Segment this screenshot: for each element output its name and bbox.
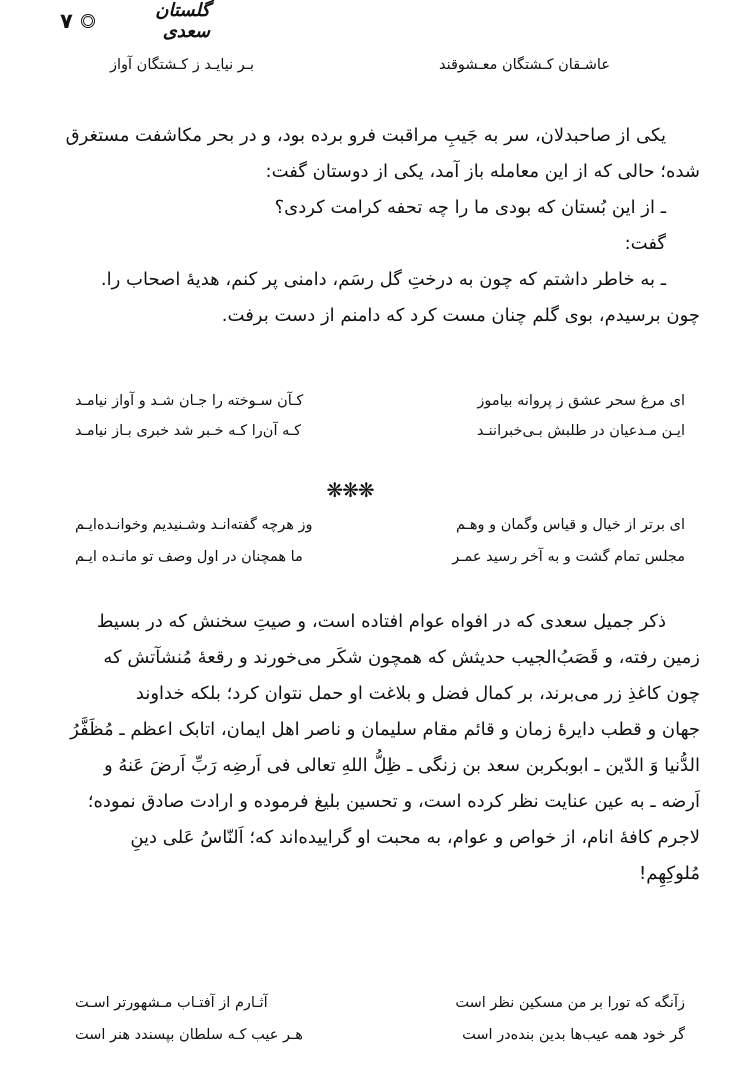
prose-line: لاجرم کافهٔ انام، از خواص و عوام، به محبت او گراییده‌اند که؛ اَلنّاسُ عَلی دینِ xyxy=(130,827,700,848)
prose-line: یکی از صاحبدلان، سر به جَیبِ مراقبت فرو برده بود، و در بحر مکاشفت مستغرق xyxy=(65,125,666,146)
couplet xyxy=(75,388,685,414)
couplet xyxy=(75,512,685,538)
prose-line: گفت: xyxy=(624,233,666,254)
couplet xyxy=(75,1022,685,1048)
prose-line: چون کاغذِ زر می‌برند، بر کمال فضل و بلاغت او حمل نتوان کرد؛ بلکه خداوند xyxy=(135,683,700,704)
prose-line: زمین رفته، و قَصَب‌ُالجیب حدیثش که همچون شکَر می‌خورند و رقعهٔ مُنشآتش که xyxy=(103,647,700,668)
hemistich-left: هـر عیب کـه سلطان بپسندد هنر است xyxy=(75,1027,303,1043)
paragraph-2 xyxy=(32,604,700,892)
hemistich-left: کـآن سـوخته را جـان شـد و آواز نیامـد xyxy=(75,393,304,409)
hemistich-right: زآنگه که تورا بر من مسکین نظر است xyxy=(455,995,685,1011)
hemistich-right: ای مرغ سحر عشق ز پروانه بیاموز xyxy=(477,393,685,409)
prose-line: الدُّنیا وَ الدّین ـ ابوبکربن سعد بن زنگی ـ ظِلُّ اللهِ تعالی فی اَرضِه رَبِّ اَرضَ عَنهُ و xyxy=(103,755,700,776)
prose-line: جهان و قطب دایرهٔ زمان و قائم مقام سلیمان و ناصر اهل ایمان، اتابک اعظم ـ مُظَفَّرُ xyxy=(70,719,700,740)
page-number: ۷ xyxy=(60,9,73,33)
prose-line: ذکر جمیل سعدی که در افواه عوام افتاده است، و صیتِ سخنش که در بسیط xyxy=(96,611,666,632)
couplet xyxy=(75,544,685,570)
couplet xyxy=(75,418,685,444)
ornament-icon xyxy=(81,14,95,28)
prose-line: مُلوکِهِم! xyxy=(639,863,700,884)
prose-line: ـ به خاطر داشتم که چون به درختِ گل رسَم، دامنی پر کنم، هدیهٔ اصحاب را. xyxy=(100,269,666,290)
hemistich-right: عاشـقان کـشتگان معـشوقند xyxy=(439,57,610,73)
separator-stars: ❋❋❋ xyxy=(326,478,374,502)
book-title: گلستان سعدی xyxy=(155,0,210,42)
paragraph-1 xyxy=(32,118,700,334)
prose-line: شده؛ حالی که از این معامله باز آمد، یکی از دوستان گفت: xyxy=(265,161,700,182)
hemistich-left: آثـارم از آفتـاب مـشهورتر اسـت xyxy=(75,995,268,1011)
hemistich-left: کـه آن‌را کـه خـبر شد خبری بـاز نیامـد xyxy=(75,423,302,439)
hemistich-right: گر خود همه عیب‌ها بدین بنده‌در است xyxy=(462,1027,685,1043)
couplet xyxy=(75,990,685,1016)
prose-line: ـ از این بُستان که بودی ما را چه تحفه کرامت کردی؟ xyxy=(274,197,666,218)
hemistich-right: مجلس تمام گشت و به آخر رسید عمـر xyxy=(452,549,685,565)
prose-line: چون برسیدم، بوی گلم چنان مست کرد که دامنم از دست برفت. xyxy=(221,305,700,326)
hemistich-left: ما همچنان در اول وصف تو مانـده ایـم xyxy=(75,549,303,565)
hemistich-left: بـر نیایـد ز کـشتگان آواز xyxy=(110,57,255,73)
top-couplet xyxy=(110,52,610,78)
prose-line: اَرضه ـ به عین عنایت نظر کرده است، و تحسین بلیغ فرموده و ارادت صادق نموده؛ xyxy=(87,791,700,812)
hemistich-right: ایـن مـدعیان در طلبش بـی‌خبراننـد xyxy=(476,423,685,439)
hemistich-left: وز هرچه گفته‌انـد وشـنیدیم وخوانـده‌ایـم xyxy=(75,517,313,533)
page-header xyxy=(60,0,210,42)
hemistich-right: ای برتر از خیال و قیاس وگمان و وهـم xyxy=(456,517,685,533)
